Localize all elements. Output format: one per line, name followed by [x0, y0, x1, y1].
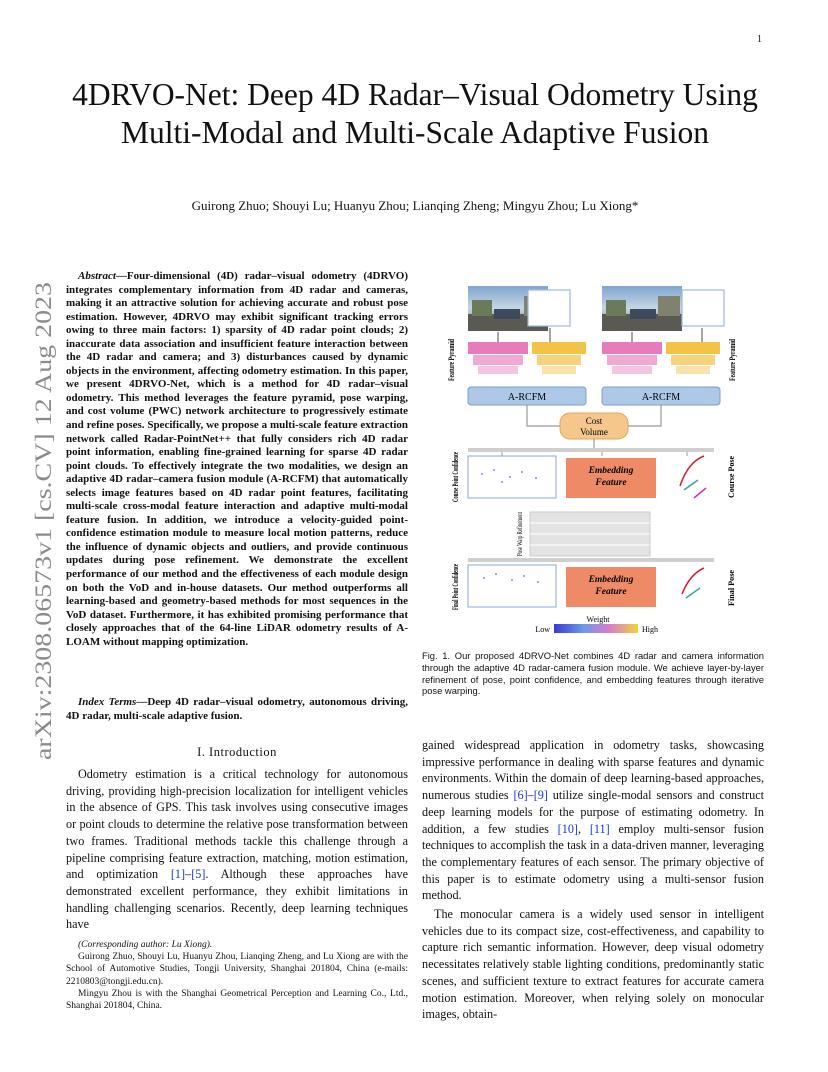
arxiv-stamp [18, 280, 58, 760]
dash: – [527, 788, 534, 803]
weight-low-label: Low [535, 625, 550, 634]
weight-high-label: High [642, 625, 658, 634]
dash: – [185, 867, 192, 882]
paper-title: 4DRVO-Net: Deep 4D Radar–Visual Odometry Using Multi-Modal and Multi-Scale Adaptive Fusion [72, 77, 758, 150]
arxiv-stamp-text: arXiv:2308.06573v1 [cs.CV] 12 Aug 2023 [31, 357, 57, 760]
feature-pyramid-label-left: Feature Pyramid [447, 322, 456, 381]
cost-volume-label: Cost Volume [580, 416, 608, 437]
weight-colorbar [554, 624, 638, 633]
abstract [66, 270, 408, 649]
citation-link[interactable]: [9] [533, 788, 548, 803]
final-pose-label: Final Pose [727, 570, 736, 606]
intro-right-paragraph-2: The monocular camera is a widely used sensor in intelligent vehicles due to its compact size, cost-effectiveness, and capability to capture rich semantic information. However, deep visual odometry necessitates relatively stable lighting conditions, predominantly static scenes, and sufficient texture to extract features for accurate camera motion estimation. Moreover, when relying solely on monocular images, obtain- [422, 907, 764, 1022]
footnote-corresponding: (Corresponding author: Lu Xiong). [78, 940, 213, 950]
author-list: Guirong Zhuo; Shouyi Lu; Huanyu Zhou; Lianqing Zheng; Mingyu Zhou; Lu Xiong* [191, 198, 639, 213]
footnote-affiliation: Guirong Zhuo, Shouyi Lu, Huanyu Zhou, Lianqing Zheng, and Lu Xiong are with the School of Automotive Studies, Tongji University, Shanghai 201804, China (e-mails: 2210803@tongji.edu.cn). [66, 952, 408, 987]
comma: , [577, 821, 590, 836]
weight-label: Weight [586, 615, 610, 624]
figure-1 [432, 276, 762, 636]
intro-text: . Although these approaches have demonstrated excellent performance, they exhibit limitations in handling challenging scenarios. Recently, deep learning techniques have [66, 867, 409, 932]
figure-caption: Fig. 1. Our proposed 4DRVO-Net combines 4D radar and camera information through the adaptive 4D radar-camera fusion module. We achieve layer-by-layer refinement of pose, point confidence, and embedding features through iterative pose warping. [422, 650, 764, 697]
citation-link[interactable]: [5] [191, 867, 206, 882]
feature-pyramid-label-right: Feature Pyramid [728, 322, 737, 381]
abstract-text: —Four-dimensional (4D) radar–visual odometry (4DRVO) integrates complementary information from 4D radar and cameras, making it an attractive solution for achieving accurate and robust pose estimation. However, 4DRVO may exhibit significant tracking errors owing to three main factors: 1) sparsity of 4D radar point clouds; 2) inaccurate data association and insufficient feature interaction between the 4D radar and camera; and 3) disturbances caused by dynamic objects in the environment, affecting odometry estimation. In this paper, we present 4DRVO-Net, which is a method for 4D radar–visual odometry. This method leverages the feature pyramid, pose warping, and cost volume (PWC) network architecture to progressively estimate and refine poses. Specifically, we propose a multi-scale feature extraction network called Radar-PointNet++ that fully considers rich 4D radar point information, enabling fine-grained learning for sparse 4D radar point clouds. To effectively integrate the two modalities, we design an adaptive 4D radar–camera fusion module (A-RCFM) that automatically selects image features based on 4D radar point features, facilitating multi-scale cross-modal feature interaction and adaptive multi-modal feature fusion. In addition, we introduce a velocity-guided point-confidence estimation module to measure local motion patterns, reduce the influence of dynamic objects and outliers, and provide continuous updates during pose refinement. We demonstrate the excellent performance of our method and the effectiveness of each module design on both the VoD and in-house datasets. Our method outperforms all learning-based and geometry-based methods for most sequences in the VoD dataset. Furthermore, it has exhibited promising performance that closely approaches that of the 64-line LiDAR odometry results of A-LOAM without mapping optimization. [66, 270, 408, 648]
intro-text: Odometry estimation is a critical technology for autonomous driving, providing high-precision localization for intelligent vehicles in the absence of GPS. This task involves using consecutive images or point clouds to determine the relative pose transformation between two frames. Traditional methods tackle this challenge through a pipeline comprising feature extraction, matching, motion estimation, and optimization [66, 767, 408, 882]
index-terms-text: —Deep 4D radar–visual odometry, autonomous driving, 4D radar, multi-scale adaptive fusion. [66, 696, 408, 722]
section-heading: I. Introduction [197, 745, 277, 759]
pose-warp-refinement-label: Pose Warp Refinement [515, 487, 524, 556]
feature-pyramid-left [468, 342, 586, 374]
course-point-cloud [468, 456, 556, 498]
course-pose-label: Course Pose [727, 456, 736, 498]
arcfm-label-right: A-RCFM [641, 392, 681, 403]
index-terms [66, 696, 408, 723]
final-point-confidence-label: Final Point Confidence [451, 531, 460, 610]
index-terms-label: Index Terms [78, 696, 137, 708]
camera-image-right [602, 286, 682, 331]
radar-points-left [528, 290, 570, 326]
course-point-confidence-label: Course Point Confidence [451, 416, 460, 502]
feature-pyramid-right [602, 342, 720, 374]
citation-link[interactable]: [6] [513, 788, 528, 803]
radar-points-right [682, 290, 724, 326]
embedding-label-course: Embedding Feature [588, 466, 634, 488]
course-pose-arrows [680, 456, 706, 498]
embedding-label-final: Embedding Feature [588, 575, 634, 597]
page-number: 1 [757, 34, 762, 45]
intro-paragraph-left [66, 766, 408, 933]
final-pose-arrows [682, 568, 704, 598]
citation-link[interactable]: [11] [589, 821, 610, 836]
citation-link[interactable]: [10] [557, 821, 578, 836]
intro-text: gained widespread application in odometry tasks, showcasing impressive performance in dealing with sparse features and dynamic environments. Within the domain of deep learning-based approaches, numerous studies [422, 738, 764, 803]
intro-text: utilize single-modal sensors and construct deep learning models for the purpose of estimating odometry. In addition, a few studies [422, 788, 764, 836]
arcfm-label-left: A-RCFM [507, 392, 547, 403]
intro-text: employ multi-sensor fusion techniques to accomplish the task in a data-driven manner, leveraging the complementary features of each sensor. The primary objective of this paper is to estimate odometry using a multi-sensor fusion method. [422, 821, 764, 903]
abstract-label: Abstract [78, 270, 116, 282]
final-point-cloud [468, 565, 556, 607]
intro-right-paragraph-1 [422, 737, 764, 904]
footnotes [66, 939, 408, 1012]
footnote-affiliation-2: Mingyu Zhou is with the Shanghai Geometrical Perception and Learning Co., Ltd., Shanghai 201804, China. [66, 988, 408, 1012]
citation-link[interactable]: [1] [170, 867, 186, 882]
intro-paragraph-right [422, 737, 764, 1023]
